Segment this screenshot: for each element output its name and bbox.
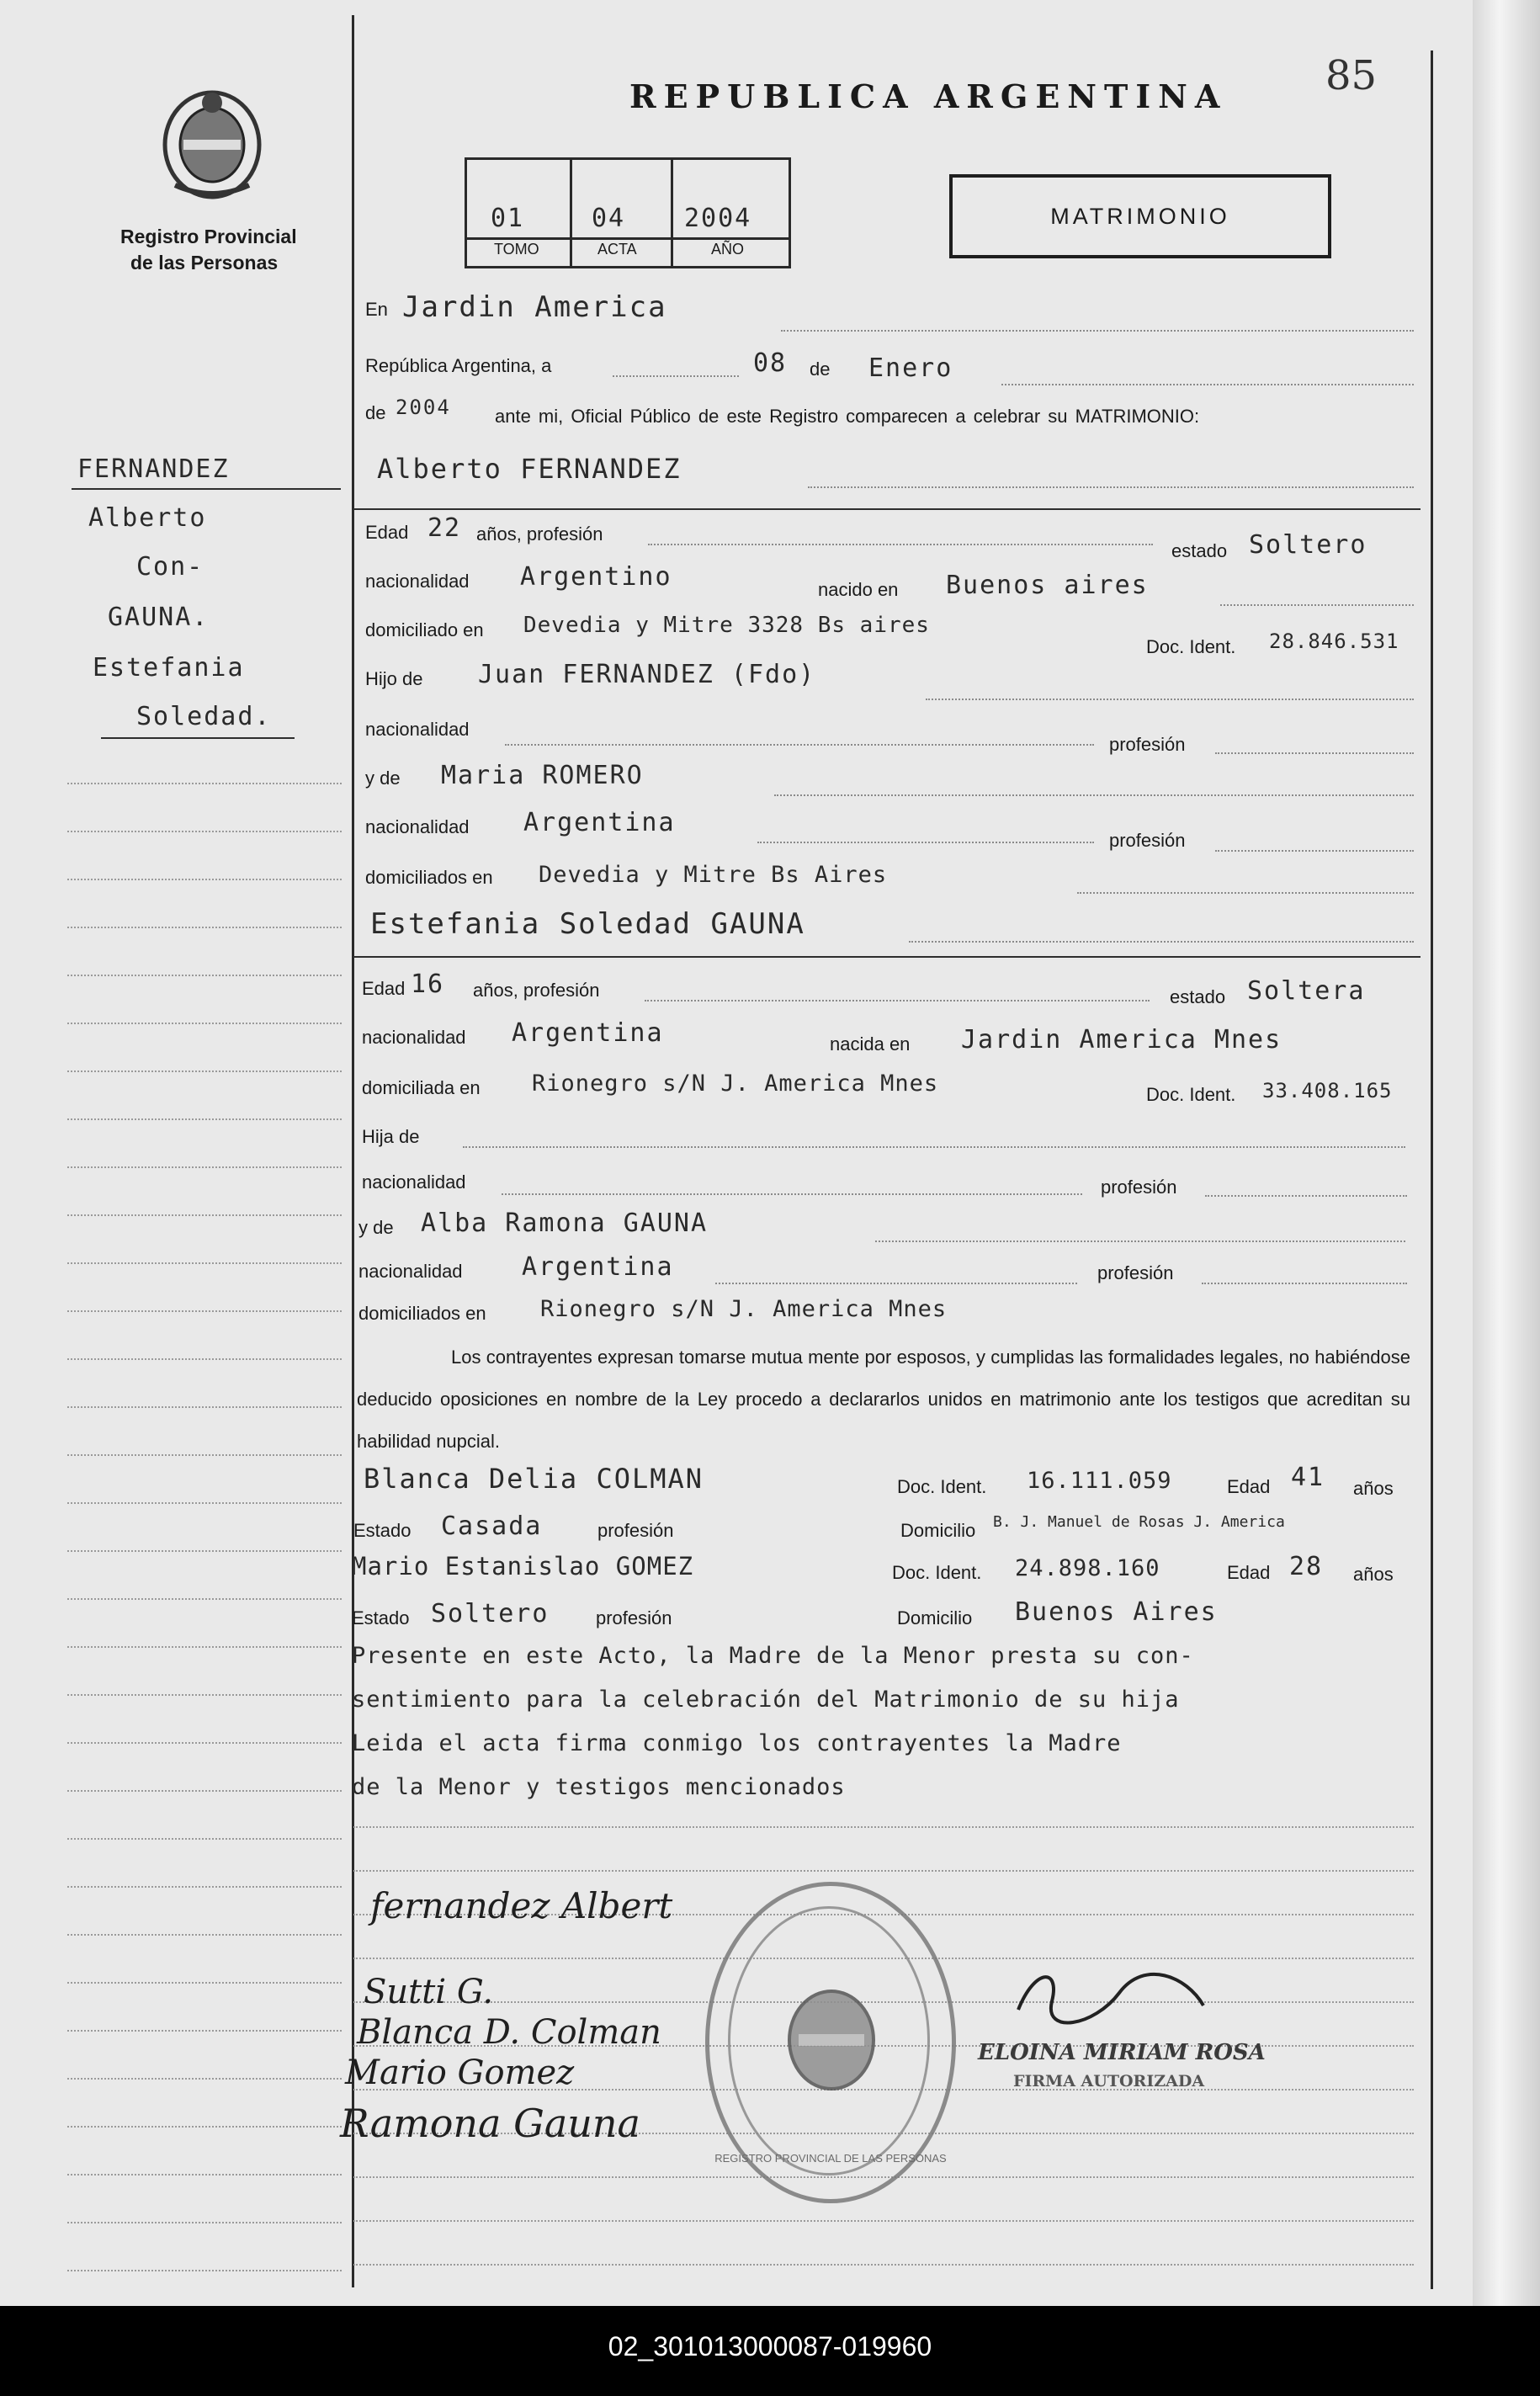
bride-nationality: Argentina [512,1018,664,1048]
margin-rule [67,783,342,784]
groom-age: 22 [427,513,462,543]
witness2-anos-label: años [1353,1564,1394,1585]
groom-estado-label: estado [1171,540,1228,561]
country-title: REPUBLICA ARGENTINA [629,77,1228,115]
groom-parents-dom-label: domiciliados en [365,867,493,888]
margin-rule [67,1502,342,1504]
witness2-age: 28 [1289,1552,1324,1581]
witness1-doc-label: Doc. Ident. [897,1476,987,1497]
groom-nacido-label: nacido en [818,579,899,600]
margin-rule [67,2126,342,2128]
en-label: En [365,299,388,320]
year-value: 2004 [396,396,451,419]
witness1-estado: Casada [441,1511,543,1541]
bride-parents-dom-label: domiciliados en [358,1303,486,1324]
body-rule [353,1826,1414,1828]
ano-label: AÑO [711,241,745,258]
margin-rule [67,1166,342,1168]
margin-rule [67,927,342,928]
bride-doc: 33.408.165 [1262,1079,1393,1102]
margin-rule [67,1358,342,1360]
margin-rule [67,1454,342,1456]
bride-father-nac-label: nacionalidad [362,1171,466,1193]
witness1-age: 41 [1291,1463,1325,1492]
signature-2: Sutti G. [364,1973,494,2011]
bride-parents-address: Rionegro s/N J. America Mnes [540,1296,948,1322]
margin-rule [67,2222,342,2223]
groom-nationality: Argentino [520,562,672,592]
tomo-value: 01 [491,204,525,233]
groom-yde-label: y de [365,768,401,789]
margin-divider [352,15,354,2287]
groom-doc-label: Doc. Ident. [1146,636,1236,657]
witness2-estado-label: Estado [352,1607,410,1628]
groom-anos-label: años, profesión [476,523,603,545]
official-signature-scribble [1001,1959,1220,2043]
witness2-edad-label: Edad [1227,1562,1271,1583]
witness2-name: Mario Estanislao GOMEZ [352,1552,694,1581]
month-value: Enero [868,353,953,383]
page-number: 85 [1325,52,1378,99]
year-prefix-label: de [365,402,386,423]
acta-label: ACTA [597,241,637,258]
place-value: Jardin America [402,290,667,324]
bride-hija-label: Hija de [362,1126,420,1147]
margin-rule [67,1694,342,1696]
registry-line-1: Registro Provincial [120,226,297,247]
witness1-dom-label: Domicilio [900,1520,976,1541]
groom-dom-label: domiciliado en [365,619,484,640]
bride-mother: Alba Ramona GAUNA [421,1209,709,1238]
margin-rule [67,1070,342,1072]
witness2-doc-label: Doc. Ident. [892,1562,982,1583]
signature-groom: fernandez Albert [370,1885,673,1926]
margin-rule [67,1934,342,1936]
margin-rule [67,1982,342,1984]
groom-birthplace: Buenos aires [946,571,1149,600]
note-line-4: de la Menor y testigos mencionados [352,1774,846,1800]
margin-note-line-4: GAUNA. [108,603,210,632]
groom-hijo-label: Hijo de [365,668,423,689]
bride-mother-nac-label: nacionalidad [358,1261,463,1282]
republica-label: República Argentina, a [365,355,552,376]
witness1-name: Blanca Delia COLMAN [364,1463,704,1495]
margin-rule [67,2270,342,2271]
margin-rule [67,2078,342,2080]
margin-rule [67,1406,342,1408]
groom-mother-nationality: Argentina [523,808,676,837]
registry-line-2: de las Personas [130,252,279,274]
right-border [1431,50,1433,2289]
bride-address: Rionegro s/N J. America Mnes [532,1070,939,1097]
record-number-box [465,157,791,268]
seal-text: REGISTRO PROVINCIAL DE LAS PERSONAS [714,2152,947,2165]
official-name: ELOINA MIRIAM ROSA [978,2040,1266,2065]
body-rule [353,1870,1414,1872]
groom-parents-address: Devedia y Mitre Bs Aires [539,862,888,888]
margin-rule [67,1310,342,1312]
margin-rule [67,1598,342,1600]
margin-note-line-1: FERNANDEZ [77,454,230,484]
groom-mother: Maria ROMERO [441,761,644,790]
bride-name: Estefania Soledad GAUNA [370,907,805,941]
bride-estado: Soltera [1247,976,1366,1006]
margin-note-line-2: Alberto [88,503,207,533]
witness1-prof-label: profesión [597,1520,674,1541]
witness1-edad-label: Edad [1227,1476,1271,1497]
margin-rule [67,831,342,832]
body-rule [353,2264,1414,2266]
margin-note-line-3: Con- [136,552,204,582]
day-value: 08 [753,348,788,378]
margin-rule [67,1742,342,1744]
groom-edad-label: Edad [365,522,409,543]
margin-rule [67,1262,342,1264]
groom-mother-prof-label: profesión [1109,830,1186,851]
margin-rule [67,1790,342,1792]
coat-of-arms-icon [158,84,266,202]
official-seal [705,1882,956,2203]
note-line-1: Presente en este Acto, la Madre de la Menor presta su con- [352,1643,1194,1669]
witness2-estado: Soltero [431,1599,550,1628]
bride-nacida-label: nacida en [830,1033,911,1055]
margin-rule [67,1646,342,1648]
margin-rule [67,2030,342,2032]
groom-nac-label: nacionalidad [365,571,470,592]
note-line-3: Leida el acta firma conmigo los contrayentes la Madre [352,1730,1122,1756]
bride-age: 16 [411,970,445,999]
bride-anos-label: años, profesión [473,980,600,1001]
margin-rule [67,879,342,880]
groom-father-nac-label: nacionalidad [365,719,470,740]
groom-estado: Soltero [1249,530,1367,560]
witness1-domicilio: B. J. Manuel de Rosas J. America [993,1513,1285,1531]
groom-father-prof-label: profesión [1109,734,1186,755]
groom-address: Devedia y Mitre 3328 Bs aires [523,613,930,638]
book-spine [1473,0,1540,2306]
bride-doc-label: Doc. Ident. [1146,1084,1236,1105]
margin-rule [67,1023,342,1024]
signature-witness2: Mario Gomez [345,2053,575,2092]
witness2-domicilio: Buenos Aires [1015,1597,1218,1627]
margin-note-line-6: Soledad. [136,702,272,731]
document-type-box: MATRIMONIO [949,174,1331,258]
margin-note-line-5: Estefania [93,653,245,683]
bride-yde-label: y de [358,1217,394,1238]
body-rule [353,2220,1414,2222]
bride-nac-label: nacionalidad [362,1027,466,1048]
signature-witness1: Blanca D. Colman [357,2013,661,2052]
witness2-doc: 24.898.160 [1015,1555,1160,1581]
groom-name: Alberto FERNANDEZ [377,453,682,485]
bride-mother-prof-label: profesión [1097,1262,1174,1283]
bride-dom-label: domiciliada en [362,1077,481,1098]
groom-mother-nac-label: nacionalidad [365,816,470,837]
margin-rule [67,975,342,976]
de-label: de [810,359,831,380]
witness2-prof-label: profesión [596,1607,672,1628]
margin-rule [67,1550,342,1552]
witness2-dom-label: Domicilio [897,1607,973,1628]
official-title: FIRMA AUTORIZADA [1013,2072,1205,2091]
scan-footer [0,2306,1540,2396]
margin-rule [67,1214,342,1216]
seal-emblem-icon [777,1985,886,2095]
footer-code: 02_301013000087-019960 [608,2331,932,2361]
tomo-label: TOMO [494,241,539,258]
groom-doc: 28.846.531 [1269,630,1399,653]
declaration-text: Los contrayentes expresan tomarse mutua mente por esposos, y cumplidas las formalidades legales, no habiéndose deducido oposiciones en nombre de la Ley procedo a declararlos unidos en matrimonio ante los testigos que acreditan su habilidad nupcial. [357,1347,1410,1452]
ano-value: 2004 [684,204,752,233]
acta-value: 04 [592,204,626,233]
note-line-2: sentimiento para la celebración del Matrimonio de su hija [352,1687,1180,1713]
bride-estado-label: estado [1170,986,1226,1007]
bride-edad-label: Edad [362,978,406,999]
margin-rule [67,1118,342,1120]
bride-birthplace: Jardin America Mnes [961,1025,1282,1055]
witness1-estado-label: Estado [353,1520,412,1541]
signature-mother: Ramona Gauna [340,2101,640,2146]
witness1-anos-label: años [1353,1478,1394,1499]
groom-father: Juan FERNANDEZ (Fdo) [478,660,816,689]
bride-father-prof-label: profesión [1101,1177,1177,1198]
margin-rule [67,1886,342,1888]
bride-mother-nationality: Argentina [522,1252,674,1282]
margin-rule [67,2174,342,2176]
witness1-doc: 16.111.059 [1027,1468,1172,1494]
margin-rule [67,1838,342,1840]
compare-text: ante mi, Oficial Público de este Registro comparecen a celebrar su MATRIMONIO: [495,406,1200,427]
